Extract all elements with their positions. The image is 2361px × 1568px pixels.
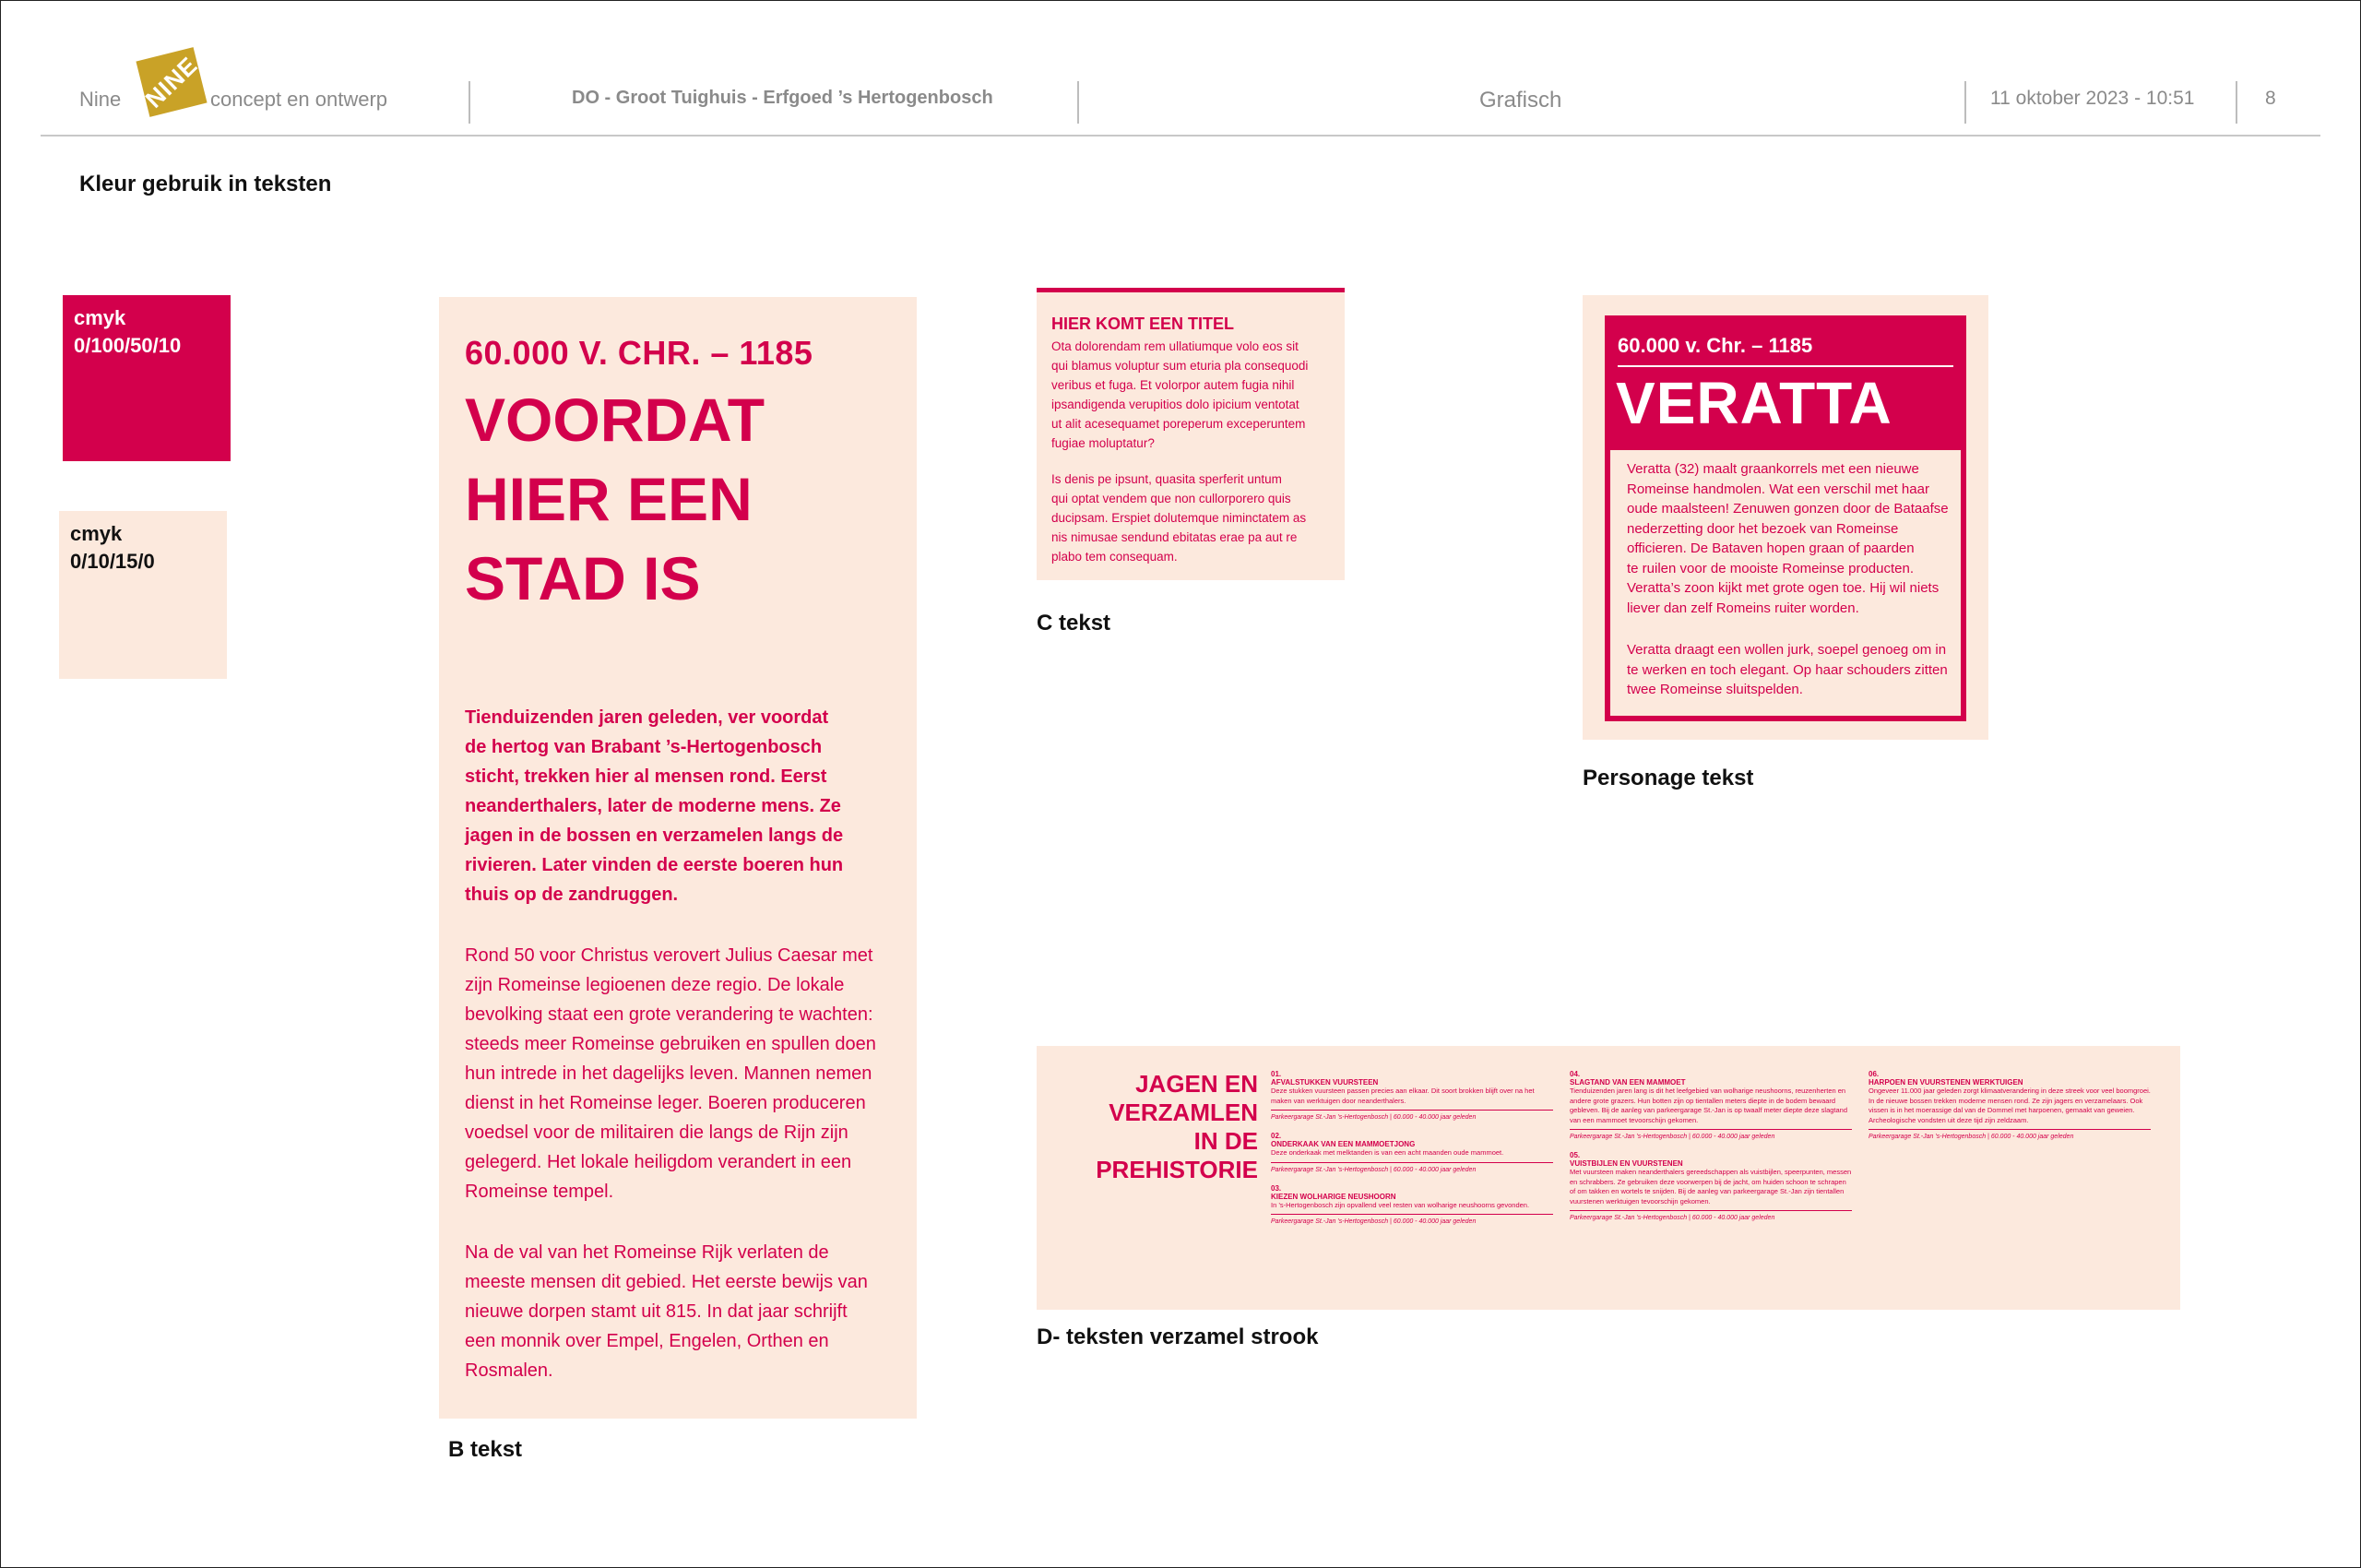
b-intro-line: jagen in de bossen en verzamelen langs de <box>465 826 844 846</box>
b-body-line: Rond 50 voor Christus verovert Julius Caesar met <box>465 945 873 966</box>
b-body-line: een monnik over Empel, Engelen, Orthen en <box>465 1331 829 1351</box>
c-body-line: Ota dolorendam rem ullatiumque volo eos sit <box>1051 339 1299 353</box>
d-entry <box>1271 1070 1553 1121</box>
d-entry-footer: Parkeergarage St.-Jan ’s-Hertogenbosch | 60.000 - 40.000 jaar geleden <box>1271 1214 1553 1225</box>
swatch-value: 0/10/15/0 <box>70 550 155 573</box>
c-body-line: Is denis pe ipsunt, quasita sperferit untum <box>1051 472 1282 486</box>
d-entry-footer: Parkeergarage St.-Jan ’s-Hertogenbosch | 60.000 - 40.000 jaar geleden <box>1869 1129 2151 1140</box>
c-title: HIER KOMT EEN TITEL <box>1051 315 1234 333</box>
d-entry-heading: HARPOEN EN VUURSTENEN WERKTUIGEN <box>1869 1078 2023 1087</box>
persona-body-line: te werken en toch elegant. Op haar schouders zitten <box>1627 661 1948 678</box>
logo-text-right: concept en ontwerp <box>210 88 388 111</box>
c-body-line: qui optat vendem que non cullorporero quis <box>1051 492 1291 505</box>
d-title-line: JAGEN EN <box>1135 1070 1258 1098</box>
persona-textbox <box>1610 450 1961 716</box>
d-column <box>1869 1070 2151 1151</box>
persona-panel <box>1583 295 1988 740</box>
b-paragraph <box>465 1238 868 1385</box>
d-entry-number: 04. <box>1570 1070 1581 1078</box>
persona-card <box>1605 315 1966 721</box>
d-entry-number: 01. <box>1271 1070 1282 1078</box>
b-body-line: bevolking staat een grote verandering te wachten: <box>465 1004 873 1025</box>
d-entry-number: 02. <box>1271 1132 1282 1140</box>
d-caption: D- teksten verzamel strook <box>1037 1324 1319 1349</box>
b-intro-line: de hertog van Brabant ’s-Hertogenbosch <box>465 737 823 757</box>
c-body-line: ipsandigenda verupitios dolo ipicium ventotat <box>1051 398 1299 411</box>
header-divider <box>469 81 470 124</box>
header-rule <box>41 135 2320 137</box>
persona-paragraph <box>1627 459 1949 618</box>
logo-text-left: Nine <box>79 88 122 111</box>
b-title-line: STAD IS <box>465 544 701 612</box>
d-entry-footer: Parkeergarage St.-Jan ’s-Hertogenbosch | 60.000 - 40.000 jaar geleden <box>1570 1129 1852 1140</box>
c-paragraph <box>1051 337 1308 453</box>
d-entry-text: Ongeveer 11.000 jaar geleden zorgt klimaatverandering in deze streek voor veel boomgroei. In de nieuwe bossen trekken moderne mensen rond. Ze zijn jagers en verzamelaars. Ook vissen is in het moerassige dal van de Dommel met harpoenen, gemaakt van geweien. Archeologische vondsten uit deze tijd zijn zeldzaam. <box>1869 1087 2151 1124</box>
persona-body-line: twee Romeinse sluitspelden. <box>1627 682 1803 697</box>
b-intro-line: neanderthalers, later de moderne mens. Ze <box>465 796 841 816</box>
c-body-line: ducipsam. Erspiet dolutemque niminctatem as <box>1051 511 1307 525</box>
d-entry-text: Tienduizenden jaren lang is dit het leefgebied van wolharige neushoorns, reuzenherten en andere grote grazers. Hun botten zijn op tientallen meters diepte in de bodem bewaard gebleven. Bij de aanleg van parkeergarage St.-Jan is op twaalf meter diepte deze slagtand van een mammoet tevoorschijn gekomen. <box>1570 1087 1848 1124</box>
d-entry-footer: Parkeergarage St.-Jan ’s-Hertogenbosch | 60.000 - 40.000 jaar geleden <box>1271 1162 1553 1173</box>
persona-body-line: te ruilen voor de mooiste Romeinse producten. <box>1627 560 1915 576</box>
b-body-line: gelegerd. Het lokale heiligdom verandert in een <box>465 1152 852 1172</box>
b-body-line: Na de val van het Romeinse Rijk verlaten de <box>465 1242 829 1263</box>
d-column <box>1271 1070 1553 1236</box>
page-title: Kleur gebruik in teksten <box>79 172 332 196</box>
persona-body-line: Veratta’s zoon kijkt met grote ogen toe. Hij wil niets <box>1627 580 1940 596</box>
d-title-line: VERZAMLEN <box>1109 1099 1258 1126</box>
d-title-line: IN DE <box>1193 1127 1258 1155</box>
d-entry-footer: Parkeergarage St.-Jan ’s-Hertogenbosch | 60.000 - 40.000 jaar geleden <box>1271 1110 1553 1121</box>
persona-body-line: nederzetting door het bezoek van Romeinse <box>1627 520 1899 537</box>
c-body-line: plabo tem consequam. <box>1051 550 1178 564</box>
persona-date: 60.000 v. Chr. – 1185 <box>1618 334 1813 357</box>
persona-body-line: liever dan zelf Romeins ruiter worden. <box>1627 600 1859 616</box>
header-divider <box>1077 81 1079 124</box>
d-entry <box>1570 1070 1852 1140</box>
b-paragraph <box>465 941 876 1206</box>
persona-body-line: officieren. De Bataven hopen graan of paarden <box>1627 540 1915 556</box>
d-entry-number: 03. <box>1271 1183 1282 1193</box>
d-entry <box>1271 1132 1553 1173</box>
b-body-line: dienst in het Romeinse leger. Boeren produceren <box>465 1093 866 1113</box>
b-body-line: zijn Romeinse legioenen deze regio. De lokale <box>465 975 845 995</box>
persona-body-line: Veratta (32) maalt graankorrels met een nieuwe <box>1627 461 1919 477</box>
d-entry-heading: KIEZEN WOLHARIGE NEUSHOORN <box>1271 1192 1396 1201</box>
d-entry-heading: ONDERKAAK VAN EEN MAMMOETJONG <box>1271 1140 1416 1148</box>
persona-body-line: Romeinse handmolen. Wat een verschil met haar <box>1627 481 1929 497</box>
swatch-magenta <box>63 295 231 461</box>
d-entry-text: Deze stukken vuursteen passen precies aan elkaar. Dit soort brokken blijft over na het maken van werktuigen door neanderthalers. <box>1271 1087 1535 1105</box>
c-body-line: veribus et fuga. Et volorpor autem fugia nihil <box>1051 378 1295 392</box>
b-title-line: VOORDAT <box>465 386 765 454</box>
swatch-label: cmyk <box>74 306 126 329</box>
d-entry-heading: AFVALSTUKKEN VUURSTEEN <box>1271 1078 1379 1087</box>
b-body-line: Romeinse tempel. <box>465 1182 614 1202</box>
b-title-line: HIER EEN <box>465 465 753 533</box>
swatch-label: cmyk <box>70 522 123 545</box>
b-date: 60.000 V. CHR. – 1185 <box>465 334 813 372</box>
b-intro-line: Tienduizenden jaren geleden, ver voordat <box>465 707 829 728</box>
d-entry <box>1869 1070 2151 1140</box>
d-entry-text: Deze onderkaak met melktanden is van een acht maanden oude mammoet. <box>1271 1148 1504 1157</box>
d-title-line: PREHISTORIE <box>1096 1156 1258 1183</box>
d-entry-text: Met vuursteen maken neanderthalers gereedschappen als vuistbijlen, speerpunten, messen en schrabbers. Ze gebruiken deze voorwerpen bij de jacht, om huiden schoon te schrapen of om takken en wortels te snijden. Bij de aanleg van parkeergarage St.-Jan zijn tientallen vuurstenen werktuigen tevoorschijn gekomen. <box>1570 1168 1852 1206</box>
b-body-line: hun intrede in het dagelijks leven. Mannen nemen <box>465 1063 872 1084</box>
d-entry-heading: VUISTBIJLEN EN VUURSTENEN <box>1570 1159 1683 1168</box>
c-body-line: fugiae moluptatur? <box>1051 436 1155 450</box>
b-title <box>465 380 765 618</box>
persona-paragraph <box>1627 640 1948 700</box>
c-caption: C tekst <box>1037 611 1111 636</box>
b-caption: B tekst <box>448 1437 523 1462</box>
c-text-panel <box>1037 288 1345 580</box>
d-entry-text: In ’s-Hertogenbosch zijn opvallend veel resten van wolharige neushoorns gevonden. <box>1271 1200 1530 1209</box>
project-name: DO - Groot Tuighuis - Erfgoed ’s Hertogenbosch <box>572 88 993 108</box>
b-body-line: Rosmalen. <box>465 1360 553 1381</box>
swatch-peach <box>59 511 227 679</box>
d-entry-footer: Parkeergarage St.-Jan ’s-Hertogenbosch | 60.000 - 40.000 jaar geleden <box>1570 1210 1852 1221</box>
d-entry <box>1570 1151 1852 1221</box>
b-body-line: meeste mensen dit gebied. Het eerste bewijs van <box>465 1272 868 1292</box>
persona-rule <box>1618 365 1953 367</box>
d-title <box>1074 1070 1258 1184</box>
persona-caption: Personage tekst <box>1583 766 1754 790</box>
b-body-line: voedsel voor de militairen die langs de Rijn zijn <box>465 1123 848 1143</box>
d-entry <box>1271 1184 1553 1226</box>
persona-name: VERATTA <box>1616 370 1892 436</box>
b-text-panel <box>439 297 917 1419</box>
c-body-line: ut alit acesequamet poreperum exceperuntem <box>1051 417 1306 431</box>
header-divider <box>2236 81 2237 124</box>
b-intro <box>465 703 843 909</box>
header-divider <box>1964 81 1966 124</box>
section-name: Grafisch <box>1479 88 1562 113</box>
b-body-line: steeds meer Romeinse gebruiken en spullen doen <box>465 1034 876 1054</box>
logo-mark: NINE <box>139 50 203 113</box>
swatch-value: 0/100/50/10 <box>74 334 182 357</box>
d-strip-panel <box>1037 1046 2180 1310</box>
b-intro-line: rivieren. Later vinden de eerste boeren hun <box>465 855 844 875</box>
persona-body-line: oude maalsteen! Zenuwen gonzen door de Bataafse <box>1627 501 1949 517</box>
d-entry-heading: SLAGTAND VAN EEN MAMMOET <box>1570 1078 1686 1087</box>
d-entry-number: 06. <box>1869 1070 1880 1078</box>
b-body-line: nieuwe dorpen stamt uit 815. In dat jaar schrijft <box>465 1301 848 1322</box>
page-number: 8 <box>2265 88 2276 109</box>
d-column <box>1570 1070 1852 1232</box>
c-body-line: qui blamus voluptur sum eturia pla consequodi <box>1051 359 1309 373</box>
persona-body-line: Veratta draagt een wollen jurk, soepel genoeg om in <box>1627 642 1947 658</box>
c-body-line: nis nimusae sendund ebitatas erae pa aut re <box>1051 530 1298 544</box>
b-intro-line: sticht, trekken hier al mensen rond. Eerst <box>465 766 827 787</box>
d-entry-number: 05. <box>1570 1151 1581 1159</box>
b-intro-line: thuis op de zandruggen. <box>465 885 679 905</box>
header-date: 11 oktober 2023 - 10:51 <box>1990 88 2195 109</box>
c-paragraph <box>1051 469 1306 566</box>
